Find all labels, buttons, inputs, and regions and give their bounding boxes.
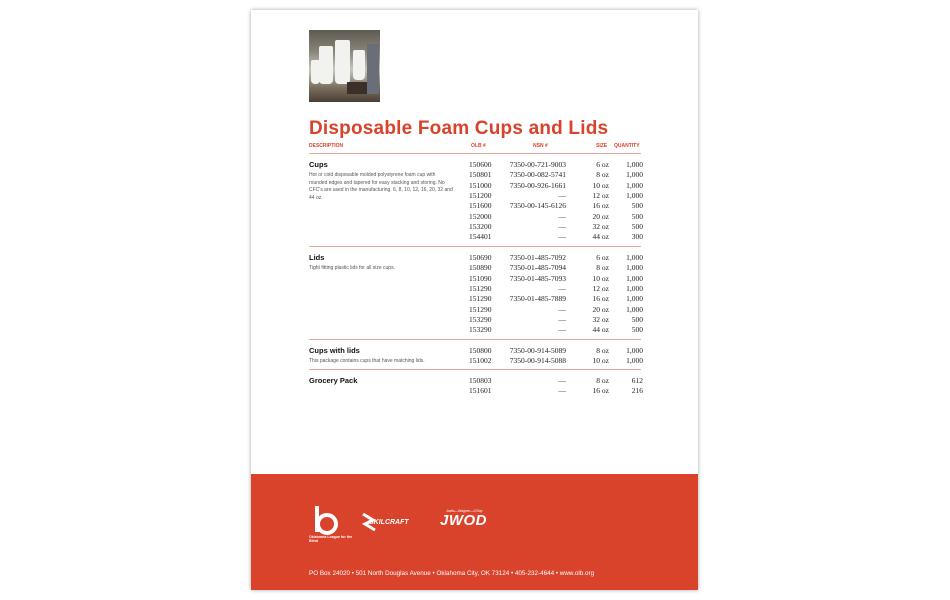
nsn-cell: — (558, 386, 566, 396)
table-row (451, 170, 643, 180)
olb-cell: 154401 (469, 232, 492, 242)
section-title-cups-with-lids: Cups with lids (309, 346, 360, 355)
quantity-cell: 1,000 (626, 190, 643, 200)
header-rule (309, 153, 641, 154)
quantity-cell: 1,000 (626, 273, 643, 283)
size-cell: 8 oz (596, 170, 609, 180)
olb-cell: 153200 (469, 221, 492, 231)
nsn-cell: 7350-01-485-7094 (509, 263, 566, 273)
olb-cell: 153290 (469, 314, 492, 324)
table-row (451, 325, 643, 335)
table-row (451, 294, 643, 304)
quantity-cell: 300 (631, 232, 643, 242)
olb-cell: 150801 (469, 170, 492, 180)
nsn-cell: — (558, 283, 566, 293)
nsn-cell: — (558, 314, 566, 324)
quantity-cell: 500 (631, 325, 643, 335)
quantity-cell: 500 (631, 211, 643, 221)
quantity-cell: 612 (631, 376, 643, 385)
nsn-cell: 7350-00-145-6126 (509, 201, 566, 211)
skilcraft-logo-text: SKILCRAFT (369, 519, 409, 526)
table-row (451, 376, 643, 386)
col-header-description: DESCRIPTION (309, 143, 344, 149)
nsn-cell: — (558, 325, 566, 335)
product-photo (309, 30, 380, 102)
size-cell: 8 oz (596, 263, 609, 273)
olb-cell: 150800 (469, 346, 492, 355)
section-title-cups: Cups (309, 160, 328, 169)
quantity-cell: 1,000 (626, 180, 643, 190)
table-row (451, 263, 643, 273)
quantity-cell: 1,000 (626, 346, 643, 355)
footer-band (251, 474, 698, 590)
quantity-cell: 216 (631, 386, 643, 396)
size-cell: 10 oz (592, 356, 609, 366)
nsn-cell: 7350-00-082-5741 (509, 170, 566, 180)
size-cell: 32 oz (592, 221, 609, 231)
olb-cell: 151290 (469, 304, 492, 314)
col-header-quantity: QUANTITY (614, 143, 640, 149)
olb-cell: 153290 (469, 325, 492, 335)
quantity-cell: 1,000 (626, 356, 643, 366)
catalog-page (251, 10, 698, 590)
col-header-olb: OLB # (471, 143, 486, 149)
nsn-cell: 7350-00-914-5088 (509, 356, 566, 366)
quantity-cell: 1,000 (626, 283, 643, 293)
nsn-cell: 7350-00-926-1661 (509, 180, 566, 190)
table-row (451, 222, 643, 232)
page-title: Disposable Foam Cups and Lids (309, 118, 609, 139)
table-row (451, 356, 643, 366)
size-cell: 6 oz (596, 253, 609, 262)
olb-logo-caption: Oklahoma League for the Blind (309, 535, 353, 544)
table-row (451, 284, 643, 294)
size-cell: 12 oz (592, 283, 609, 293)
nsn-cell: — (558, 304, 566, 314)
quantity-cell: 1,000 (626, 304, 643, 314)
quantity-cell: 1,000 (626, 294, 643, 304)
nsn-cell: 7350-00-914-5089 (509, 346, 566, 355)
size-cell: 6 oz (596, 160, 609, 169)
size-cell: 32 oz (592, 314, 609, 324)
size-cell: 16 oz (592, 386, 609, 396)
quantity-cell: 1,000 (626, 170, 643, 180)
olb-cell: 151000 (469, 180, 492, 190)
table-row (451, 274, 643, 284)
table-row (451, 191, 643, 201)
olb-cell: 151090 (469, 273, 492, 283)
jwod-tagline: Javits—Wagner—O'Day (446, 509, 483, 513)
table-row (451, 181, 643, 191)
size-cell: 10 oz (592, 273, 609, 283)
section-rule (309, 246, 641, 247)
section-title-lids: Lids (309, 253, 325, 262)
nsn-cell: 7350-01-485-7093 (509, 273, 566, 283)
table-row (451, 346, 643, 356)
size-cell: 20 oz (592, 211, 609, 221)
size-cell: 8 oz (596, 376, 609, 385)
size-cell: 16 oz (592, 201, 609, 211)
quantity-cell: 1,000 (626, 160, 643, 169)
table-row (451, 201, 643, 211)
olb-cell: 150600 (469, 160, 492, 169)
size-cell: 44 oz (592, 325, 609, 335)
size-cell: 10 oz (592, 180, 609, 190)
nsn-cell: 7350-00-721-9003 (509, 160, 566, 169)
nsn-cell: 7350-01-485-7092 (509, 253, 566, 262)
size-cell: 8 oz (596, 346, 609, 355)
quantity-cell: 500 (631, 221, 643, 231)
olb-cell: 150690 (469, 253, 492, 262)
nsn-cell: 7350-01-485-7889 (509, 294, 566, 304)
table-row (451, 232, 643, 242)
table-row (451, 160, 643, 170)
size-cell: 20 oz (592, 304, 609, 314)
olb-cell: 151200 (469, 190, 492, 200)
nsn-cell: — (558, 190, 566, 200)
jwod-logo-text: JWOD (440, 512, 487, 529)
olb-cell: 151002 (469, 356, 492, 366)
section-rule (309, 339, 641, 340)
size-cell: 16 oz (592, 294, 609, 304)
olb-cell: 151290 (469, 294, 492, 304)
olb-cell: 151600 (469, 201, 492, 211)
olb-cell: 151290 (469, 283, 492, 293)
section-rule (309, 369, 641, 370)
col-header-nsn: NSN # (533, 143, 548, 149)
quantity-cell: 1,000 (626, 253, 643, 262)
size-cell: 44 oz (592, 232, 609, 242)
table-row (451, 253, 643, 263)
quantity-cell: 500 (631, 201, 643, 211)
olb-cell: 150890 (469, 263, 492, 273)
table-row (451, 386, 643, 396)
col-header-size: SIZE (596, 143, 608, 149)
quantity-cell: 500 (631, 314, 643, 324)
nsn-cell: — (558, 221, 566, 231)
section-desc-cups: Hot or cold disposable molded polystyrene foam cup with rounded edges and tapered for easy stacking and storing. No CFC's are used in the manufacturing. 6, 8, 10, 12, 16, 20, 32 and 44 oz. (309, 172, 453, 201)
section-desc-lids: Tight fitting plastic lids for all size cups. (309, 265, 395, 271)
table-row (451, 315, 643, 325)
nsn-cell: — (558, 232, 566, 242)
nsn-cell: — (558, 376, 566, 385)
olb-cell: 151601 (469, 386, 492, 396)
table-row (451, 305, 643, 315)
table-row (451, 212, 643, 222)
section-title-grocery-pack: Grocery Pack (309, 376, 358, 385)
footer-address: PO Box 24020 • 501 North Douglas Avenue • Oklahoma City, OK 73124 • 405-232-4644 • www.olb.org (309, 570, 595, 577)
olb-cell: 150803 (469, 376, 492, 385)
quantity-cell: 1,000 (626, 263, 643, 273)
olb-cell: 152000 (469, 211, 492, 221)
nsn-cell: — (558, 211, 566, 221)
section-desc-cups-with-lids: This package contains cups that have matching lids. (309, 358, 425, 364)
size-cell: 12 oz (592, 190, 609, 200)
